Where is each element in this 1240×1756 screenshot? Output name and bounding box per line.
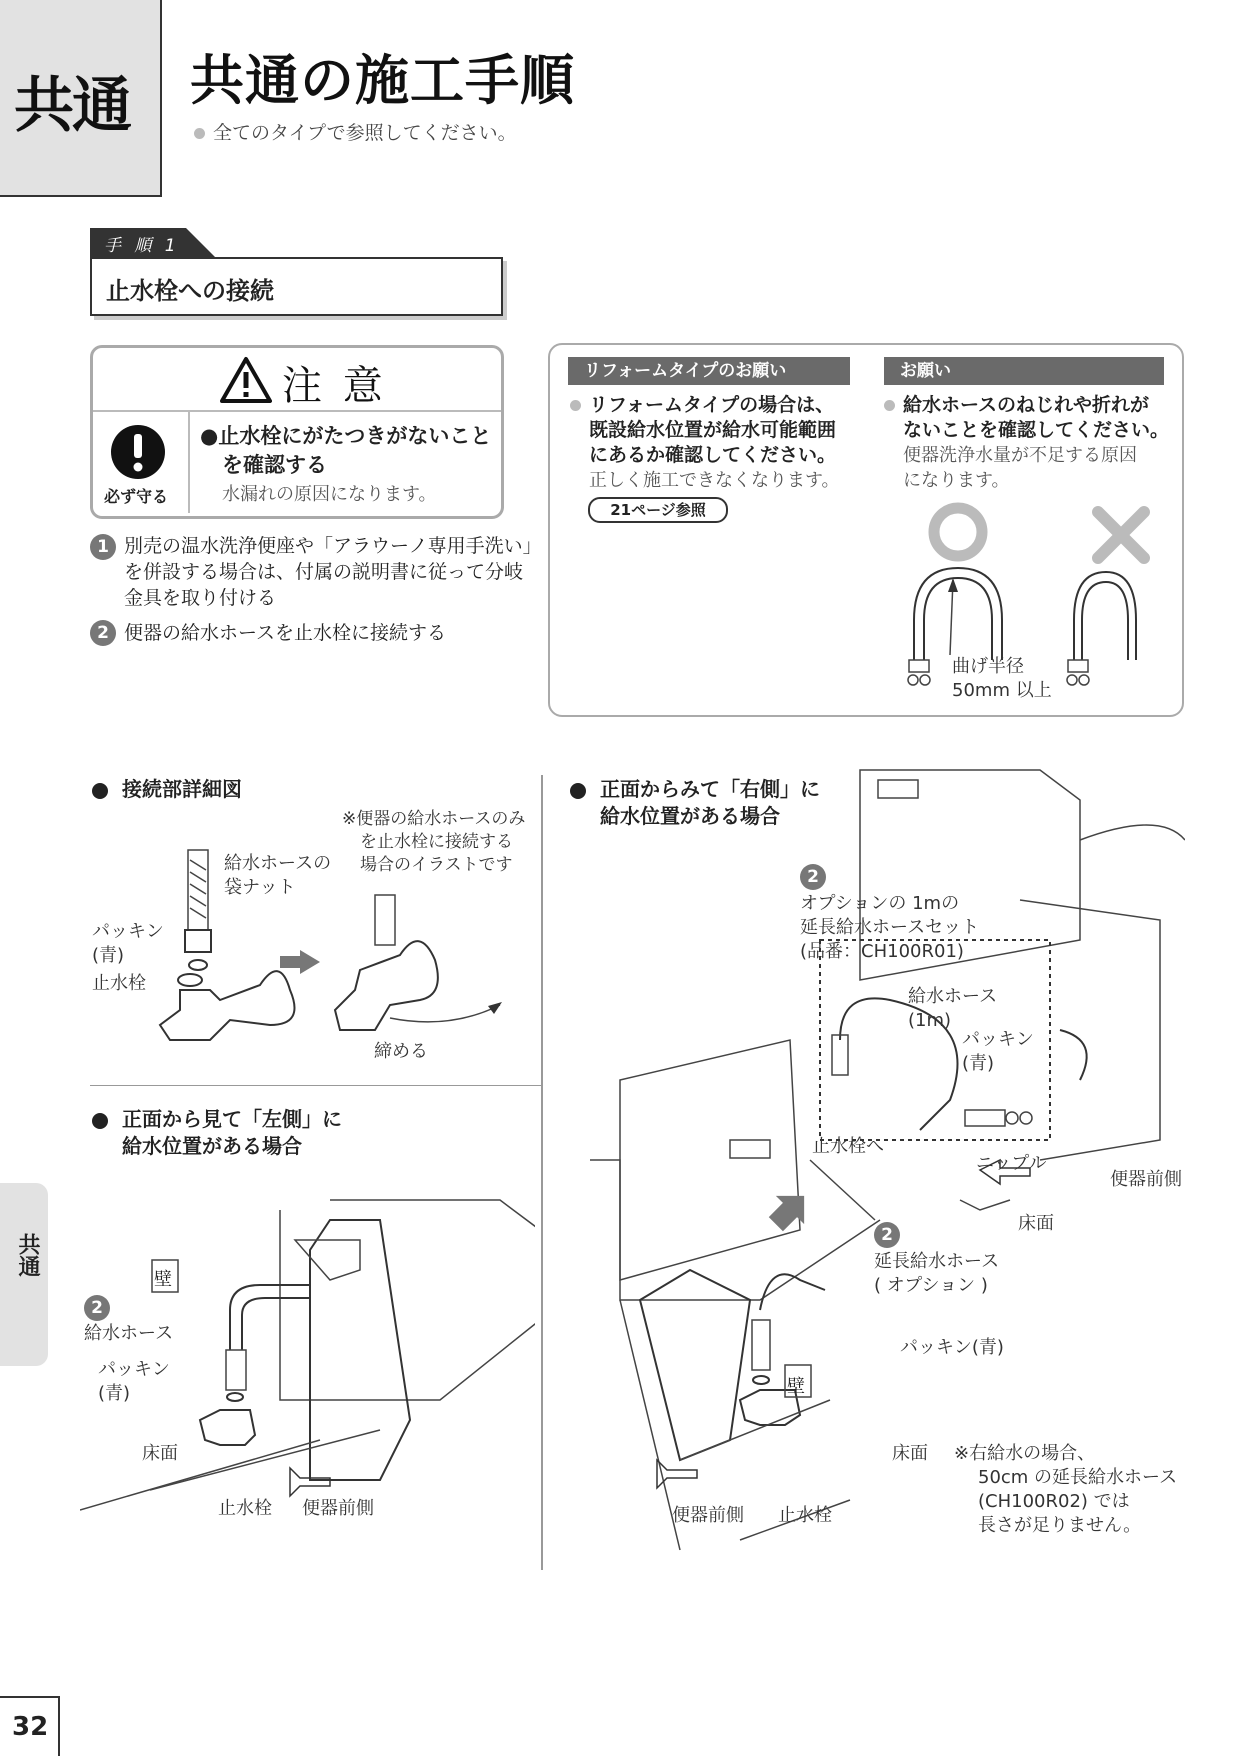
request-note: になります。 — [903, 470, 1010, 491]
caution-line-2: を確認する — [222, 453, 327, 477]
caution-line-3: 水漏れの原因になります。 — [222, 484, 437, 505]
nut-line: 給水ホースの — [224, 853, 332, 874]
ext-step-number: 2 — [874, 1222, 900, 1248]
bend-line: 曲げ半径 — [952, 656, 1024, 677]
left-front-label: 便器前側 — [302, 1498, 374, 1519]
reform-line: 既設給水位置が給水可能範囲 — [589, 419, 837, 441]
nut-line: 袋ナット — [224, 877, 296, 898]
to-valve-label: 止水栓へ — [812, 1136, 884, 1157]
left-case-heading — [92, 1106, 342, 1160]
left-valve-label: 止水栓 — [218, 1498, 272, 1519]
packing-line: (青) — [92, 945, 125, 966]
packing-label — [92, 920, 164, 968]
detail-heading-text: 接続部詳細図 — [122, 777, 242, 801]
option-line: オプションの 1mの — [800, 893, 960, 914]
request-bar: お願い — [884, 357, 1164, 385]
ng-cross-icon — [1098, 512, 1144, 558]
step-tag-label: 手 順 1 — [104, 236, 180, 256]
reform-note: 正しく施工できなくなります。 — [589, 470, 840, 491]
right-wall-label: 壁 — [787, 1376, 805, 1397]
note-line: 場合のイラストです — [360, 855, 513, 875]
page-number-box — [0, 1696, 60, 1756]
packing-line: (青) — [98, 1383, 131, 1404]
packing-line: パッキン — [98, 1359, 170, 1380]
page-title: 共通の施工手順 — [190, 49, 575, 112]
reform-line: にあるか確認してください。 — [589, 444, 837, 466]
caution-title: 注 意 — [282, 363, 387, 409]
packing-line: (青) — [962, 1053, 995, 1074]
right-note — [954, 1442, 1177, 1538]
right-step-number: 2 — [800, 864, 826, 890]
bend-line: 50mm 以上 — [952, 680, 1052, 701]
request-note: 便器洗浄水量が不足する原因 — [903, 445, 1137, 466]
left-floor-label: 床面 — [142, 1443, 178, 1464]
page-reference-link[interactable]: 21ページ参照 — [588, 497, 728, 523]
bullet-icon — [194, 128, 205, 139]
ext-hose-label — [874, 1250, 999, 1298]
instruction-1-line: を併設する場合は、付属の説明書に従って分岐 — [124, 561, 524, 583]
reform-text — [570, 393, 840, 493]
step-number-1: 1 — [90, 534, 116, 560]
nut-label — [224, 852, 331, 900]
note-line: を止水栓に接続する — [360, 832, 513, 852]
instruction-1 — [124, 533, 542, 611]
category-tab — [0, 0, 162, 197]
floor-top-label: 床面 — [1018, 1213, 1054, 1234]
left-step-number: 2 — [84, 1295, 110, 1321]
right-floor-label: 床面 — [892, 1443, 928, 1464]
packing-line: パッキン — [962, 1029, 1034, 1050]
bend-radius-label — [952, 655, 1052, 703]
vertical-divider — [541, 775, 543, 1570]
option-set-label — [800, 892, 979, 964]
side-category-tab — [0, 1183, 48, 1366]
request-line: ないことを確認してください。 — [903, 419, 1170, 441]
left-packing-label — [98, 1358, 170, 1406]
ext-line: 延長給水ホース — [874, 1251, 1000, 1272]
request-text — [884, 393, 1169, 493]
bullet-icon — [92, 783, 108, 799]
hose-line: 給水ホース — [908, 986, 998, 1007]
note-line: ※右給水の場合、 — [954, 1443, 1096, 1464]
nipple-label: ニップル — [976, 1153, 1047, 1174]
category-label: 共通 — [14, 71, 130, 141]
instruction-1-line: 別売の温水洗浄便座や「アラウーノ専用手洗い」 — [124, 535, 542, 557]
reform-line: リフォームタイプの場合は、 — [589, 394, 835, 416]
hose-1m-label — [908, 985, 997, 1033]
note-line: ※便器の給水ホースのみ — [342, 809, 526, 829]
horizontal-divider — [90, 1085, 542, 1086]
packing2-label: パッキン(青) — [900, 1337, 1004, 1358]
must-label: 必ず守る — [104, 487, 169, 506]
instruction-2: 便器の給水ホースを止水栓に接続する — [124, 622, 447, 644]
wall-label: 壁 — [154, 1269, 172, 1290]
side-tab-label: 共通 — [15, 1233, 40, 1277]
heading-line: 正面から見て「左側」に — [122, 1107, 342, 1131]
heading-line: 正面からみて「右側」に — [600, 777, 820, 801]
valve-label: 止水栓 — [92, 973, 146, 994]
note-line: 50cm の延長給水ホース — [978, 1467, 1178, 1488]
subtitle-text: 全てのタイプで参照してください。 — [213, 122, 517, 144]
right-front-label: 便器前側 — [672, 1505, 744, 1526]
warning-triangle-icon — [220, 356, 272, 404]
left-hose-label: 給水ホース — [84, 1323, 174, 1344]
instruction-1-line: 金具を取り付ける — [124, 587, 277, 609]
caution-line-1: ●止水栓にがたつきがないこと — [200, 424, 492, 448]
step-number-2: 2 — [90, 620, 116, 646]
front-top-label: 便器前側 — [1110, 1169, 1182, 1190]
ok-circle-icon — [934, 508, 982, 556]
option-line: 延長給水ホースセット — [800, 917, 980, 938]
step-title: 止水栓への接続 — [106, 277, 274, 305]
page-number: 32 — [12, 1712, 49, 1742]
page-subtitle — [194, 118, 517, 145]
note-line: 長さが足りません。 — [978, 1515, 1142, 1536]
tighten-label: 締める — [374, 1041, 428, 1062]
right-packing-label — [962, 1028, 1034, 1076]
right-valve-label: 止水栓 — [778, 1505, 832, 1526]
heading-line: 給水位置がある場合 — [122, 1134, 302, 1158]
heading-line: 給水位置がある場合 — [600, 804, 780, 828]
step-title-box — [90, 257, 503, 316]
hose-line: (1m) — [908, 1010, 952, 1031]
bullet-icon — [570, 400, 581, 411]
option-line: (品番：CH100R01) — [800, 941, 964, 962]
detail-heading — [92, 776, 242, 803]
ext-line: ( オプション ) — [874, 1275, 988, 1296]
packing-line: パッキン — [92, 921, 164, 942]
bullet-icon — [884, 400, 895, 411]
bullet-icon — [92, 1113, 108, 1129]
request-line: 給水ホースのねじれや折れが — [903, 394, 1150, 416]
exclamation-circle-icon — [110, 424, 166, 480]
reform-bar: リフォームタイプのお願い — [568, 357, 850, 385]
note-line: (CH100R02) では — [978, 1491, 1130, 1512]
